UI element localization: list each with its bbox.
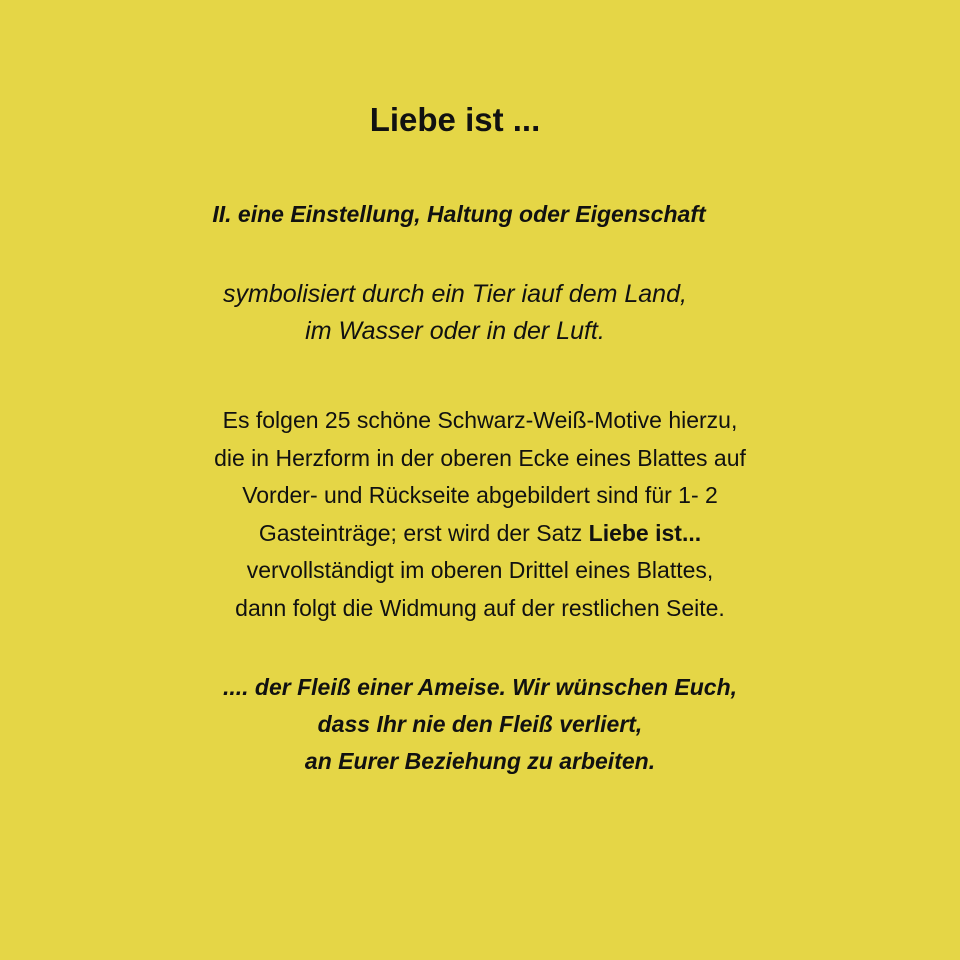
body-line	[0, 515, 960, 553]
subtitle: II. eine Einstellung, Haltung oder Eigenschaft	[212, 201, 706, 227]
symbol-line: im Wasser oder in der Luft.	[305, 317, 605, 345]
body-line: dann folgt die Widmung auf der restlichen Seite.	[235, 594, 725, 621]
body-line: Vorder- und Rückseite abgebildert sind für 1- 2	[242, 482, 718, 508]
closing-line: an Eurer Beziehung zu arbeiten.	[304, 748, 656, 774]
body-line: vervollständigt im oberen Drittel eines Blattes,	[246, 557, 714, 583]
body-line: die in Herzform in der oberen Ecke eines Blattes auf	[214, 444, 746, 471]
body-line-text: Gasteinträge; erst wird der Satz	[258, 519, 589, 546]
closing-line: .... der Fleiß einer Ameise. Wir wünschen Euch,	[222, 674, 738, 700]
page-title: Liebe ist ...	[369, 101, 541, 138]
symbol-paragraph	[0, 276, 910, 350]
body-line-emphasis: Liebe ist...	[588, 519, 702, 546]
body-paragraph	[0, 402, 960, 627]
closing-paragraph	[0, 669, 960, 780]
body-line: Es folgen 25 schöne Schwarz-Weiß-Motive hierzu,	[222, 407, 738, 433]
closing-line: dass Ihr nie den Fleiß verliert,	[317, 711, 643, 737]
symbol-line: symbolisiert durch ein Tier iauf dem Land,	[223, 280, 687, 308]
